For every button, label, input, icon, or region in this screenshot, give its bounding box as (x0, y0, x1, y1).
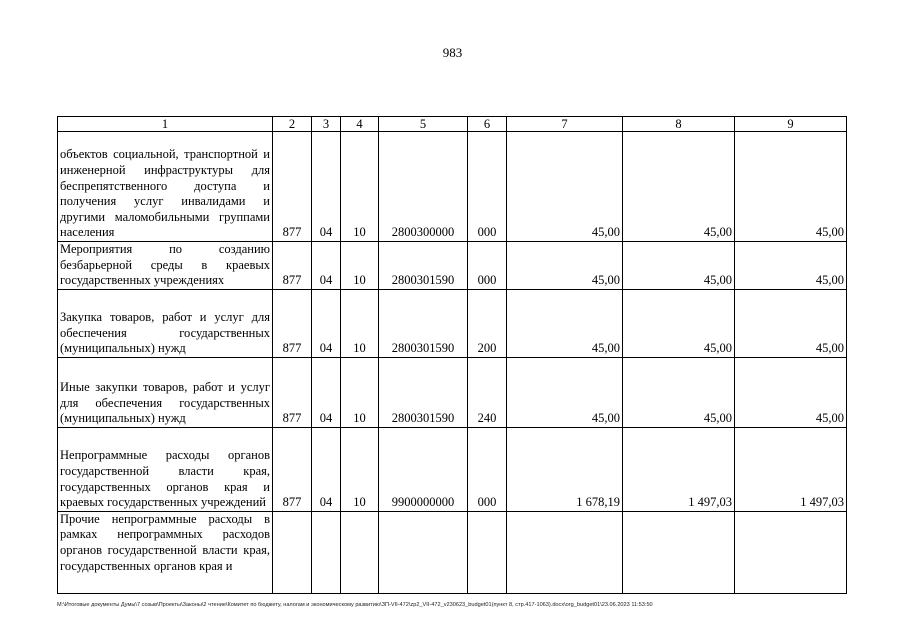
column-header: 5 (379, 117, 468, 132)
expense-type-code: 000 (468, 242, 507, 290)
expense-type-code: 000 (468, 427, 507, 511)
amount-year-1: 45,00 (507, 357, 623, 427)
amount-year-2 (623, 511, 735, 593)
amount-year-3: 1 497,03 (735, 427, 847, 511)
column-header: 3 (312, 117, 341, 132)
table-row (58, 511, 847, 593)
ved-code: 877 (273, 132, 312, 242)
subsection-code: 10 (341, 357, 379, 427)
ved-code (273, 511, 312, 593)
section-code: 04 (312, 357, 341, 427)
amount-year-2: 1 497,03 (623, 427, 735, 511)
subsection-code (341, 511, 379, 593)
target-article-code: 2800300000 (379, 132, 468, 242)
section-code: 04 (312, 132, 341, 242)
amount-year-1: 45,00 (507, 132, 623, 242)
row-name: Мероприятия по созданию безбарьерной среды в краевых государственных учреждениях (58, 242, 273, 290)
ved-code: 877 (273, 289, 312, 357)
target-article-code: 2800301590 (379, 357, 468, 427)
column-header: 2 (273, 117, 312, 132)
column-number-row (58, 117, 847, 132)
amount-year-2: 45,00 (623, 132, 735, 242)
amount-year-2: 45,00 (623, 289, 735, 357)
row-name: Закупка товаров, работ и услуг для обеспечения государственных (муниципальных) нужд (58, 289, 273, 357)
column-header: 6 (468, 117, 507, 132)
amount-year-3: 45,00 (735, 289, 847, 357)
column-header: 4 (341, 117, 379, 132)
row-name: объектов социальной, транспортной и инженерной инфраструктуры для беспрепятственного доступа и получения услуг инвалидами и другими маломобильными группами населения (58, 132, 273, 242)
amount-year-1: 45,00 (507, 289, 623, 357)
amount-year-1: 45,00 (507, 242, 623, 290)
amount-year-1: 1 678,19 (507, 427, 623, 511)
row-name: Непрограммные расходы органов государственной власти края, государственных органов края и краевых государственных учреждений (58, 427, 273, 511)
table-row (58, 242, 847, 290)
section-code (312, 511, 341, 593)
subsection-code: 10 (341, 289, 379, 357)
amount-year-2: 45,00 (623, 357, 735, 427)
table-row (58, 132, 847, 242)
row-name: Иные закупки товаров, работ и услуг для обеспечения государственных (муниципальных) нужд (58, 357, 273, 427)
subsection-code: 10 (341, 132, 379, 242)
table-row (58, 289, 847, 357)
subsection-code: 10 (341, 242, 379, 290)
document-path-footer: M:\Итоговые документы Думы\7 созыв\Проекты\Законы\2 чтение\Комитет по бюджету, налогам и экономическому развитию\ЗП-VII-472\zp2_VII-472_v230623_budget01(пункт 8, стр.417-1063).docx\org_budget01\23.06.2023 11:53:50 (57, 602, 653, 608)
target-article-code (379, 511, 468, 593)
section-code: 04 (312, 427, 341, 511)
ved-code: 877 (273, 242, 312, 290)
target-article-code: 9900000000 (379, 427, 468, 511)
amount-year-3: 45,00 (735, 242, 847, 290)
target-article-code: 2800301590 (379, 289, 468, 357)
table-row (58, 427, 847, 511)
expense-type-code: 240 (468, 357, 507, 427)
target-article-code: 2800301590 (379, 242, 468, 290)
amount-year-2: 45,00 (623, 242, 735, 290)
amount-year-3 (735, 511, 847, 593)
subsection-code: 10 (341, 427, 379, 511)
amount-year-3: 45,00 (735, 357, 847, 427)
row-name: Прочие непрограммные расходы в рамках непрограммных расходов органов государственной власти края, государственных органов края и (58, 511, 273, 593)
column-header: 1 (58, 117, 273, 132)
budget-table (57, 116, 847, 594)
expense-type-code: 000 (468, 132, 507, 242)
amount-year-3: 45,00 (735, 132, 847, 242)
ved-code: 877 (273, 427, 312, 511)
table-row (58, 357, 847, 427)
section-code: 04 (312, 242, 341, 290)
column-header: 7 (507, 117, 623, 132)
column-header: 8 (623, 117, 735, 132)
section-code: 04 (312, 289, 341, 357)
ved-code: 877 (273, 357, 312, 427)
column-header: 9 (735, 117, 847, 132)
page-number: 983 (442, 45, 463, 60)
expense-type-code: 200 (468, 289, 507, 357)
expense-type-code (468, 511, 507, 593)
amount-year-1 (507, 511, 623, 593)
